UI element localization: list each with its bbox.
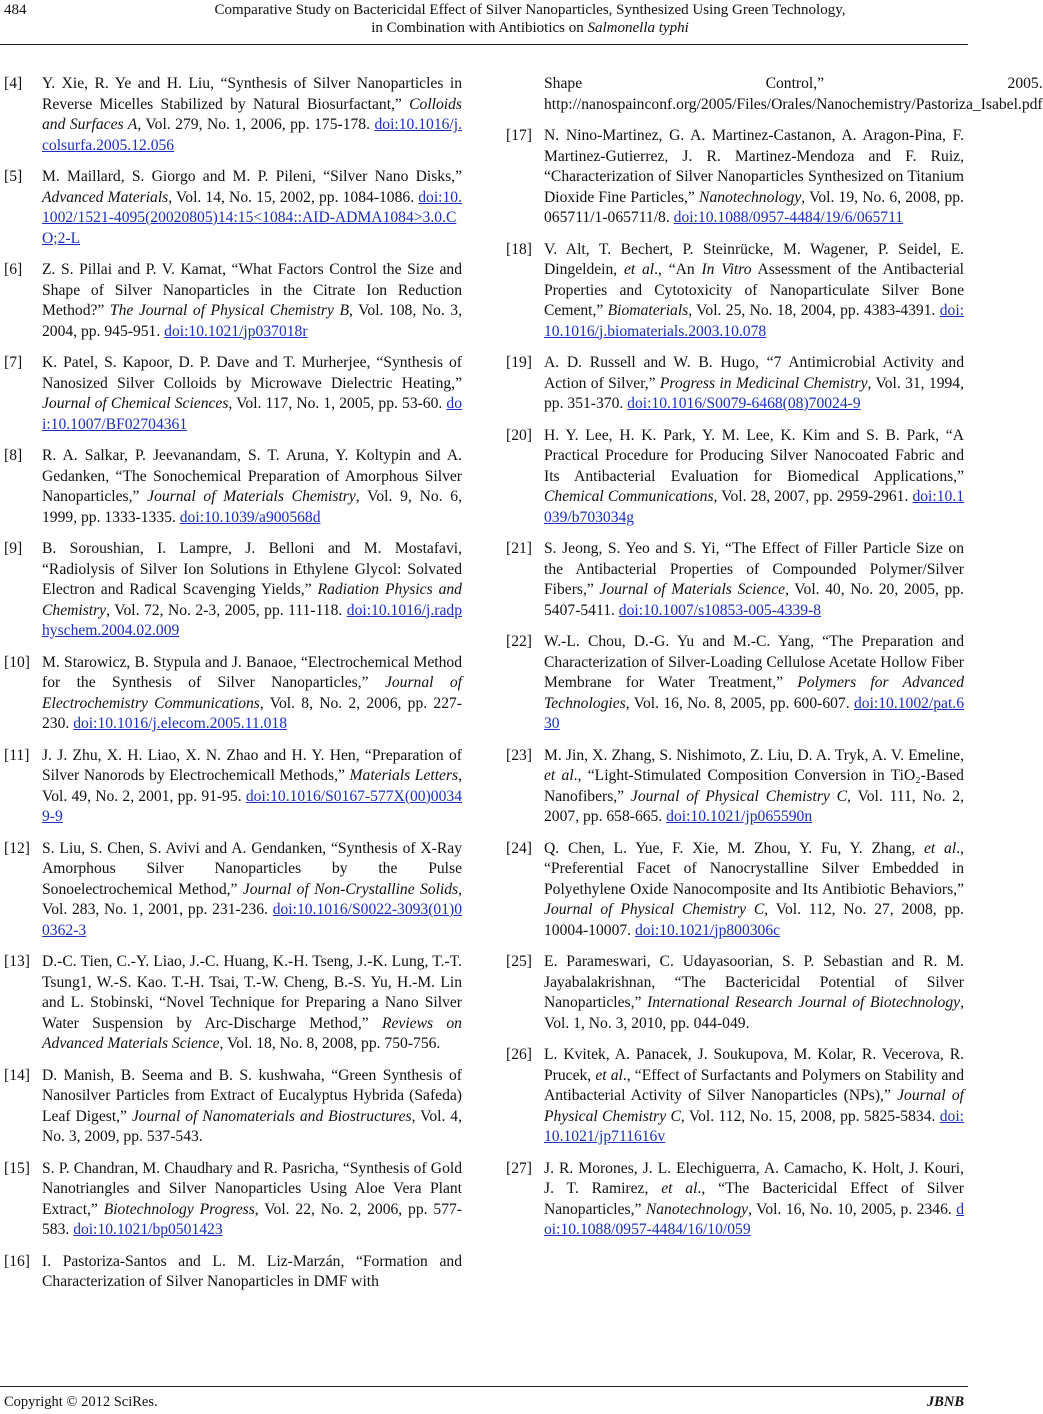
reference-text-segment: , Vol. 49, No. 2, 2001, pp. 91-95. — [42, 767, 462, 805]
reference-number: [18] — [506, 240, 532, 258]
reference-text-segment: , Vol. 112, No. 27, 2008, pp. 10004-10007. — [544, 901, 964, 939]
reference-text-segment: A. D. Russell and W. B. Hugo, “7 Antimicrobial Activity and Action of Silver,” — [544, 354, 964, 392]
reference-entry — [506, 126, 964, 229]
reference-text — [42, 353, 462, 435]
reference-text-segment: , Vol. 16, No. 10, 2005, p. 2346. — [748, 1200, 957, 1218]
doi-link[interactable]: doi:10.1016/S0022-3093(01)00362-3 — [42, 901, 462, 939]
reference-text — [544, 426, 964, 529]
reference-number: [4] — [4, 75, 23, 92]
reference-text — [544, 353, 964, 415]
running-header — [0, 0, 968, 44]
reference-italic-text: Colloids and Surfaces A — [42, 95, 462, 133]
reference-number: [17] — [506, 127, 532, 144]
reference-text-segment: S. Jeong, S. Yeo and S. Yi, “The Effect of Filler Particle Size on the Antibacterial Properties of Compounded Polymer/Silver Fibers,” — [544, 540, 964, 598]
reference-italic-text: International Research Journal of Biotechnology — [647, 994, 961, 1011]
reference-text-segment: S. Liu, S. Chen, S. Avivi and A. Gendanken, “Synthesis of X-Ray Amorphous Silver Nanoparticles by the Pulse Sonoelectrochemical Method,” — [42, 839, 462, 898]
reference-italic-text: et al — [924, 839, 957, 857]
reference-entry — [4, 839, 462, 942]
doi-link[interactable]: doi:10.1016/j.colsurfa.2005.12.056 — [42, 116, 462, 154]
reference-italic-text: Radiation Physics and Chemistry — [42, 581, 462, 619]
doi-link[interactable]: doi:10.1002/pat.630 — [544, 694, 964, 732]
doi-link[interactable]: doi:10.1021/jp065590n — [666, 808, 813, 825]
reference-text — [544, 1045, 964, 1148]
reference-text-segment: , Vol. 18, No. 8, 2008, pp. 750-756. — [219, 1035, 441, 1052]
reference-text-segment: R. A. Salkar, P. Jeevanandam, S. T. Aruna, Y. Koltypin and A. Gedanken, “The Sonochemical Preparation of Amorphous Silver Nanoparticles,” — [42, 447, 462, 505]
reference-entry — [4, 167, 462, 249]
reference-text-segment: , Vol. 8, No. 2, 2006, pp. 227- 230. — [42, 694, 462, 732]
reference-text-segment: , Vol. 16, No. 8, 2005, pp. 600-607. — [625, 694, 854, 712]
reference-entry — [506, 952, 964, 1034]
reference-number: [20] — [506, 426, 532, 444]
reference-text — [544, 539, 964, 621]
reference-entry — [4, 446, 462, 528]
doi-link[interactable]: doi:10.1021/jp037018r — [164, 322, 308, 340]
reference-number: [12] — [4, 839, 30, 857]
doi-link[interactable]: doi:10.1039/a900568d — [179, 508, 321, 526]
reference-italic-text: et al — [623, 261, 655, 278]
reference-text-segment: , Vol. 40, No. 20, 2005, pp. 5407-5411. — [544, 581, 965, 619]
reference-number: [25] — [506, 953, 532, 970]
reference-text-segment: Assessment of the Antibacterial Properties and Cytotoxicity of Nanoparticulate Silver Bone Cement,” — [544, 261, 964, 319]
doi-link[interactable]: doi:10.1016/j.radphyschem.2004.02.009 — [42, 601, 462, 639]
reference-italic-text: Progress in Medicinal Chemistry — [659, 374, 868, 392]
reference-italic-text: Journal of Electrochemistry Communications — [42, 674, 462, 712]
reference-number: [22] — [506, 633, 532, 650]
doi-link[interactable]: doi:10.1002/1521-4095(20020805)14:15<1084::AID-ADMA1084>3.0.CO;2-L — [42, 188, 463, 247]
reference-text-segment: , Vol. 111, No. 2, 2007, pp. 658-665. — [544, 787, 964, 825]
reference-number: [19] — [506, 354, 532, 371]
reference-text — [42, 1066, 462, 1148]
reference-entry — [506, 632, 964, 735]
reference-italic-text: et al — [544, 767, 574, 784]
reference-number: [6] — [4, 261, 23, 278]
reference-text-segment: , Vol. 9, No. 6, 1999, pp. 1333-1335. — [42, 488, 462, 526]
reference-italic-text: Journal of Non-Crystalline Solids — [242, 880, 459, 898]
reference-entry — [506, 74, 1043, 115]
reference-italic-text: Nanotechnology — [645, 1200, 749, 1218]
reference-entry — [4, 1252, 462, 1293]
doi-link[interactable]: doi:10.1016/S0079-6468(08)70024-9 — [627, 395, 861, 412]
doi-link[interactable]: doi:10.1039/b703034g — [544, 488, 965, 526]
doi-link[interactable]: doi:10.1016/j.biomaterials.2003.10.078 — [544, 302, 964, 340]
reference-italic-text: The Journal of Physical Chemistry B — [109, 302, 349, 319]
reference-text-segment: K. Patel, S. Kapoor, D. P. Dave and T. Murherjee, “Synthesis of Nanosized Silver Colloids by Microwave Dielectric Heating,” — [42, 354, 462, 392]
reference-number: [24] — [506, 839, 532, 857]
reference-text — [544, 952, 964, 1034]
reference-text-segment: J. R. Morones, J. L. Elechiguerra, A. Camacho, K. Holt, J. Kouri, J. T. Ramirez, — [544, 1159, 964, 1197]
reference-text-segment: M. Maillard, S. Giorgo and M. P. Pileni, “Silver Nano Disks,” — [42, 168, 462, 185]
reference-text-segment: , Vol. 112, No. 15, 2008, pp. 5825-5834. — [680, 1107, 940, 1125]
reference-text-segment: D. Manish, B. Seema and B. S. kushwaha, “Green Synthesis of Nanosilver Particles from Extract of Eucalyptus Hybrida (Safeda) Leaf Digest,” — [42, 1066, 462, 1125]
reference-italic-text: Journal of Chemical Sciences — [42, 395, 229, 412]
references-left-column — [4, 74, 462, 1304]
reference-text — [42, 260, 462, 342]
reference-text-segment: N. Nino-Martinez, G. A. Martinez-Castanon, A. Aragon-Pina, F. Martinez-Gutierrez, J. R. Martinez-Mendoza and F. Ruiz, “Characterization of Silver Nanoparticles Synthesized on Titanium Dioxide Fine Particles,” — [544, 127, 964, 206]
reference-number: [21] — [506, 540, 532, 557]
reference-entry — [4, 746, 462, 828]
page-footer — [0, 1392, 968, 1412]
reference-text — [544, 240, 964, 343]
references-right-column — [506, 74, 1043, 1252]
reference-number: [26] — [506, 1046, 532, 1063]
reference-entry — [4, 1159, 462, 1241]
reference-text — [42, 446, 462, 528]
reference-entry — [4, 952, 462, 1055]
doi-link[interactable]: doi:10.1088/0957-4484/16/10/059 — [544, 1200, 964, 1238]
reference-text — [42, 746, 462, 828]
reference-italic-text: Journal of Physical Chemistry C — [544, 901, 765, 918]
reference-text — [42, 653, 462, 735]
reference-text — [42, 539, 462, 642]
reference-text — [544, 1159, 964, 1241]
reference-entry — [4, 539, 462, 642]
reference-italic-text: Advanced Materials — [42, 188, 169, 206]
reference-text-segment: ., “An — [654, 261, 702, 278]
reference-text — [544, 74, 1043, 115]
reference-entry — [506, 539, 964, 621]
reference-text — [42, 1159, 462, 1241]
reference-number: [8] — [4, 447, 23, 464]
reference-number: [7] — [4, 354, 23, 371]
reference-italic-text: et al — [661, 1180, 698, 1197]
reference-text-segment: , Vol. 117, No. 1, 2005, pp. 53-60. — [228, 395, 447, 412]
running-title-line-2 — [100, 19, 960, 37]
reference-text — [544, 126, 964, 229]
reference-text — [42, 1252, 462, 1293]
reference-number: [13] — [4, 953, 30, 970]
reference-text-segment: , Vol. 31, 1994, pp. 351-370. — [544, 374, 964, 412]
reference-entry — [4, 1066, 462, 1148]
reference-text-segment: , Vol. 108, No. 3, 2004, pp. 945-951. — [42, 302, 462, 340]
reference-entry — [506, 353, 964, 415]
reference-entry — [4, 74, 462, 156]
reference-text-segment: ., “The Bactericidal Effect of Silver Nanoparticles,” — [544, 1180, 964, 1218]
reference-number: [5] — [4, 168, 23, 185]
reference-number: [15] — [4, 1159, 30, 1177]
reference-text — [42, 952, 462, 1055]
reference-text-segment: , Vol. 279, No. 1, 2006, pp. 175-178. — [137, 116, 375, 133]
reference-entry — [506, 839, 964, 942]
reference-text-segment: I. Pastoriza-Santos and L. M. Liz-Marzán, “Formation and Characterization of Silver Nanoparticles in DMF with — [42, 1252, 462, 1290]
doi-link[interactable]: doi:10.1007/s10853-005-4339-8 — [618, 601, 822, 619]
reference-text-segment: B. Soroushian, I. Lampre, J. Belloni and M. Mostafavi, “Radiolysis of Silver Ion Solutions in Ethylene Glycol: Solvated Electron and Radical Scavenging Yields,” — [42, 540, 462, 598]
reference-number: [23] — [506, 746, 532, 764]
reference-text — [42, 167, 462, 249]
reference-text-segment: S. P. Chandran, M. Chaudhary and R. Pasricha, “Synthesis of Gold Nanotriangles and Silver Nanoparticles Using Aloe Vera Plant Extract,” — [42, 1159, 462, 1218]
reference-text — [544, 632, 964, 735]
reference-italic-text: et al — [595, 1066, 623, 1084]
reference-italic-text: Journal of Materials Science — [599, 581, 786, 598]
doi-link[interactable]: doi:10.1088/0957-4484/19/6/065711 — [673, 209, 904, 226]
reference-text-segment: W.-L. Chou, D.-G. Yu and M.-C. Yang, “The Preparation and Characterization of Silver-Loading Cellulose Acetate Hollow Fiber Membrane for Water Treatment,” — [544, 633, 964, 691]
reference-italic-text: Journal of Physical Chemistry C — [630, 787, 848, 805]
reference-italic-text: Biomaterials — [607, 302, 689, 319]
running-title — [100, 1, 960, 37]
reference-text-segment: M. Starowicz, B. Stypula and J. Banaoe, “Electrochemical Method for the Synthesis of Silver Nanoparticles,” — [42, 653, 462, 691]
reference-text — [544, 839, 964, 942]
reference-text-segment: , Vol. 22, No. 2, 2006, pp. 577-583. — [42, 1200, 462, 1238]
reference-text-segment: V. Alt, T. Bechert, P. Steinrücke, M. Wagener, P. Seidel, E. Dingeldein, — [544, 240, 964, 278]
reference-text-segment: D.-C. Tien, C.-Y. Liao, J.-C. Huang, K.-H. Tseng, J.-K. Lung, T.-T. Tsung1, W.-S. Kao. T.-H. Tsai, T.-W. Cheng, B.-S. Yu, H.-M. Lin and L. Stobinski, “Novel Technique for Preparing a Nano Silver Water Suspension by Arc-Discharge Method,” — [42, 953, 462, 1032]
reference-number: [16] — [4, 1252, 30, 1270]
doi-link[interactable]: doi:10.1021/jp800306c — [634, 921, 781, 939]
reference-entry — [506, 1159, 964, 1241]
reference-text-segment: J. J. Zhu, X. H. Liao, X. N. Zhao and H. Y. Hen, “Preparation of Silver Nanorods by Electrochemicall Methods,” — [42, 746, 462, 784]
reference-text-segment: L. Kvitek, A. Panacek, J. Soukupova, M. Kolar, R. Vecerova, R. Prucek, — [544, 1046, 964, 1084]
reference-number: [27] — [506, 1159, 532, 1177]
reference-italic-text: Biotechnology Progress — [103, 1200, 255, 1218]
doi-link[interactable]: doi:10.1021/bp0501423 — [73, 1221, 223, 1238]
header-rule — [0, 44, 968, 45]
page-number: 484 — [4, 2, 27, 18]
doi-link[interactable]: doi:10.1016/S0167-577X(00)00349-9 — [42, 787, 462, 825]
running-title-species: Salmonella typhi — [587, 20, 689, 36]
reference-italic-text: Materials Letters — [349, 767, 459, 784]
reference-italic-text: Journal of Physical Chemistry C — [544, 1087, 964, 1125]
reference-italic-text: Journal of Materials Chemistry — [147, 488, 356, 505]
reference-italic-text: Reviews on Advanced Materials Science — [42, 1014, 462, 1052]
running-title-line-2-text: in Combination with Antibiotics on — [371, 20, 588, 36]
reference-text-segment: , Vol. 25, No. 18, 2004, pp. 4383-4391. — [688, 302, 940, 319]
reference-italic-text: In Vitro — [701, 261, 752, 278]
footer-rule — [0, 1386, 968, 1387]
reference-italic-text: Polymers for Advanced Technologies — [544, 674, 964, 712]
reference-italic-text: Nanotechnology — [699, 188, 802, 206]
reference-italic-text: Journal of Nanomaterials and Biostructures — [131, 1107, 412, 1125]
reference-number: [14] — [4, 1066, 30, 1084]
reference-text-segment: ., “Light-Stimulated Composition Conversion in TiO₂-Based Nanofibers,” — [544, 767, 964, 805]
reference-text-segment: , Vol. 4, No. 3, 2009, pp. 537-543. — [42, 1107, 462, 1145]
reference-number — [506, 74, 544, 115]
reference-text — [544, 746, 964, 828]
reference-text-segment: E. Parameswari, C. Udayasoorian, S. P. Sebastian and R. M. Jayabalakrishnan, “The Bactericidal Potential of Silver Nanoparticles,” — [544, 953, 964, 1011]
reference-text-segment: Q. Chen, L. Yue, F. Xie, M. Zhou, Y. Fu, Y. Zhang, — [544, 839, 925, 857]
reference-text-segment: Shape Control,” 2005. http://nanospainconf.org/2005/Files/Orales/Nanochemistry/Pastoriza_Isabel.pdf — [544, 75, 1043, 113]
reference-entry — [506, 240, 964, 343]
reference-text-segment: ., “Preferential Facet of Nanocrystalline Silver Embedded in Polyethylene Oxide Nanocomposite and Its Antibiotic Behaviors,” — [544, 839, 964, 898]
reference-text — [42, 74, 462, 156]
reference-text-segment: ., “Effect of Surfactants and Polymers on Stability and Antibacterial Activity of Silver Nanoparticles (NPs),” — [544, 1066, 964, 1104]
reference-text — [42, 839, 462, 942]
reference-number: [10] — [4, 653, 30, 671]
reference-text-segment: , Vol. 28, 2007, pp. 2959-2961. — [713, 488, 913, 505]
reference-entry — [4, 653, 462, 735]
reference-text-segment: , Vol. 14, No. 15, 2002, pp. 1084-1086. — [168, 188, 419, 206]
doi-link[interactable]: doi:10.1007/BF02704361 — [42, 395, 462, 433]
doi-link[interactable]: doi:10.1016/j.elecom.2005.11.018 — [73, 715, 287, 732]
running-title-line-1: Comparative Study on Bactericidal Effect of Silver Nanoparticles, Synthesized Using Green Technology, — [214, 2, 846, 18]
doi-link[interactable]: doi:10.1021/jp711616v — [544, 1107, 964, 1145]
reference-text-segment: Y. Xie, R. Ye and H. Liu, “Synthesis of Silver Nanoparticles in Reverse Micelles Stabilized by Natural Biosurfactant,” — [42, 75, 462, 113]
reference-text-segment: Z. S. Pillai and P. V. Kamat, “What Factors Control the Size and Shape of Silver Nanoparticles in the Citrate Ion Reduction Method?” — [42, 261, 462, 319]
reference-text-segment: H. Y. Lee, H. K. Park, Y. M. Lee, K. Kim and S. B. Park, “A Practical Procedure for Producing Silver Nanocoated Fabric and Its Antibacterial Evaluation for Biomedical Applications,” — [544, 426, 964, 485]
reference-italic-text: Chemical Communications — [544, 488, 714, 505]
reference-text-segment: , Vol. 72, No. 2-3, 2005, pp. 111-118. — [106, 601, 347, 619]
reference-entry — [506, 1045, 964, 1148]
journal-abbreviation: JBNB — [926, 1394, 964, 1410]
reference-text-segment: , Vol. 283, No. 1, 2001, pp. 231-236. — [42, 880, 463, 918]
reference-entry — [506, 746, 964, 828]
reference-entry — [4, 353, 462, 435]
reference-number: [11] — [4, 746, 30, 764]
reference-text-segment: , Vol. 19, No. 6, 2008, pp. 065711/1-065711/8. — [544, 188, 965, 226]
reference-entry — [506, 426, 964, 529]
reference-number: [9] — [4, 540, 23, 557]
copyright-notice: Copyright © 2012 SciRes. — [4, 1394, 158, 1410]
reference-text-segment: M. Jin, X. Zhang, S. Nishimoto, Z. Liu, D. A. Tryk, A. V. Emeline, — [544, 746, 964, 764]
reference-text-segment: , Vol. 1, No. 3, 2010, pp. 044-049. — [544, 994, 964, 1032]
reference-entry — [4, 260, 462, 342]
